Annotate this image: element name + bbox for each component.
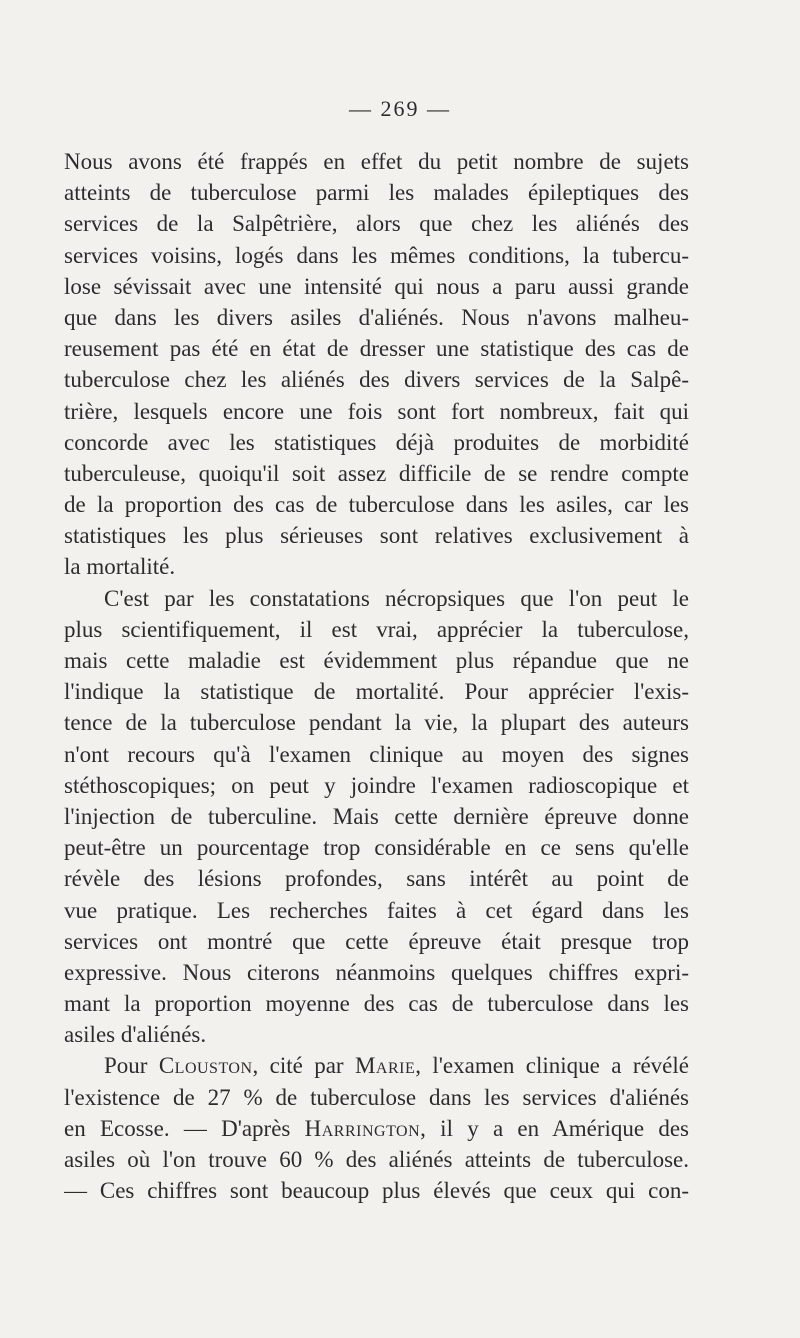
text-line: reusement pas été en état de dresser une statistique des cas de xyxy=(64,336,689,362)
text-line-citation xyxy=(64,1050,689,1081)
text-line: C'est par les constatations nécropsiques que l'on peut le xyxy=(104,585,689,611)
text-line: l'existence de 27 % de tuberculose dans les services d'aliénés xyxy=(64,1084,689,1110)
text-line: services de la Salpêtrière, alors que chez les aliénés des xyxy=(64,211,689,237)
text-line: trière, lesquels encore une fois sont fort nombreux, fait qui xyxy=(64,398,689,424)
text-line: tuberculose chez les aliénés des divers services de la Salpê- xyxy=(64,367,689,393)
text-line: mant la proportion moyenne des cas de tuberculose dans les xyxy=(64,991,689,1017)
text-line: n'ont recours qu'à l'examen clinique au moyen des signes xyxy=(64,741,689,767)
text-line-citation xyxy=(64,1113,689,1144)
text-line: atteints de tuberculose parmi les malades épileptiques des xyxy=(64,180,689,206)
text-line: plus scientifiquement, il est vrai, apprécier la tuberculose, xyxy=(64,616,689,642)
text-line: révèle des lésions profondes, sans intérêt au point de xyxy=(64,866,689,892)
text-line: stéthoscopiques; on peut y joindre l'examen radioscopique et xyxy=(64,772,689,798)
author-clouston: Clouston xyxy=(158,1053,253,1079)
text-line: mais cette maladie est évidemment plus répandue que ne xyxy=(64,648,689,673)
text-line: services ont montré que cette épreuve était presque trop xyxy=(64,928,689,954)
text-line: expressive. Nous citerons néanmoins quelques chiffres expri- xyxy=(64,959,689,985)
text-line: tence de la tuberculose pendant la vie, la plupart des auteurs xyxy=(64,710,689,736)
text-line: l'injection de tuberculine. Mais cette dernière épreuve donne xyxy=(64,803,689,829)
cite-before: en Ecosse. — D'après xyxy=(64,1115,305,1141)
text-line: asiles d'aliénés. xyxy=(64,1022,207,1048)
text-line: de la proportion des cas de tuberculose dans les asiles, car les xyxy=(64,492,689,518)
text-line: concorde avec les statistiques déjà produites de morbidité xyxy=(64,429,689,455)
body-text xyxy=(64,146,689,1206)
cite-before: Pour xyxy=(104,1053,159,1079)
cite-after: , il y a en Amérique des xyxy=(420,1115,689,1141)
page-number: — 269 — xyxy=(349,96,451,121)
cite-middle: , cité par xyxy=(252,1053,355,1079)
cite-after: , l'examen clinique a révélé xyxy=(415,1053,689,1079)
text-line: vue pratique. Les recherches faites à cet égard dans les xyxy=(64,897,689,923)
text-line: services voisins, logés dans les mêmes conditions, la tubercu- xyxy=(64,242,689,268)
text-line: lose sévissait avec une intensité qui nous a paru aussi grande xyxy=(64,273,689,299)
author-marie: Marie xyxy=(354,1053,416,1079)
text-line: Nous avons été frappés en effet du petit nombre de sujets xyxy=(64,149,689,174)
text-line: peut-être un pourcentage trop considérable en ce sens qu'elle xyxy=(64,835,689,861)
text-line: la mortalité. xyxy=(64,554,176,580)
text-line: asiles où l'on trouve 60 % des aliénés atteints de tuberculose. xyxy=(64,1147,689,1172)
text-line: que dans les divers asiles d'aliénés. Nous n'avons malheu- xyxy=(64,304,689,330)
author-harrington: Harrington xyxy=(304,1115,421,1141)
text-line: l'indique la statistique de mortalité. Pour apprécier l'exis- xyxy=(64,679,689,705)
text-line: tuberculeuse, quoiqu'il soit assez difficile de se rendre compte xyxy=(64,460,689,486)
text-line: statistiques les plus sérieuses sont relatives exclusivement à xyxy=(64,523,689,549)
text-line: — Ces chiffres sont beaucoup plus élevés que ceux qui con- xyxy=(64,1178,689,1204)
